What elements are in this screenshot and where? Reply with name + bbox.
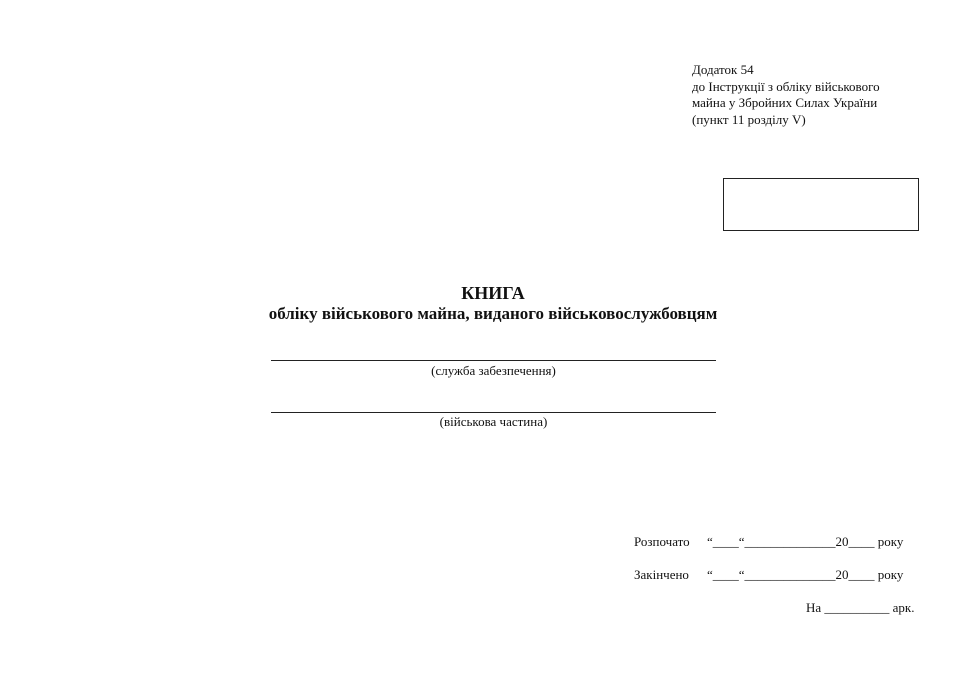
sheet-count-field[interactable]: На __________ арк. — [806, 600, 915, 615]
service-field-line[interactable] — [271, 360, 716, 361]
service-field-caption: (служба забезпечення) — [431, 363, 556, 378]
book-subtitle: обліку військового майна, виданого військовослужбовцям — [268, 304, 718, 323]
annex-number: Додаток 54 — [692, 62, 754, 77]
annex-reference-line-1: до Інструкції з обліку військового — [692, 78, 880, 94]
started-date-field[interactable]: “____“______________20____ року — [707, 534, 904, 549]
unit-field-line[interactable] — [271, 412, 716, 413]
unit-field-caption: (військова частина) — [439, 414, 548, 429]
annex-reference-line-3: (пункт 11 розділу V) — [692, 111, 806, 127]
started-label: Розпочато — [634, 534, 690, 549]
book-title: КНИГА — [461, 283, 525, 303]
annex-reference-line-2: майна у Збройних Силах України — [692, 95, 878, 110]
annex-note — [692, 62, 880, 128]
finished-date-field[interactable]: “____“______________20____ року — [707, 567, 904, 582]
registration-stamp-box[interactable] — [723, 178, 919, 231]
finished-label: Закінчено — [634, 567, 689, 582]
